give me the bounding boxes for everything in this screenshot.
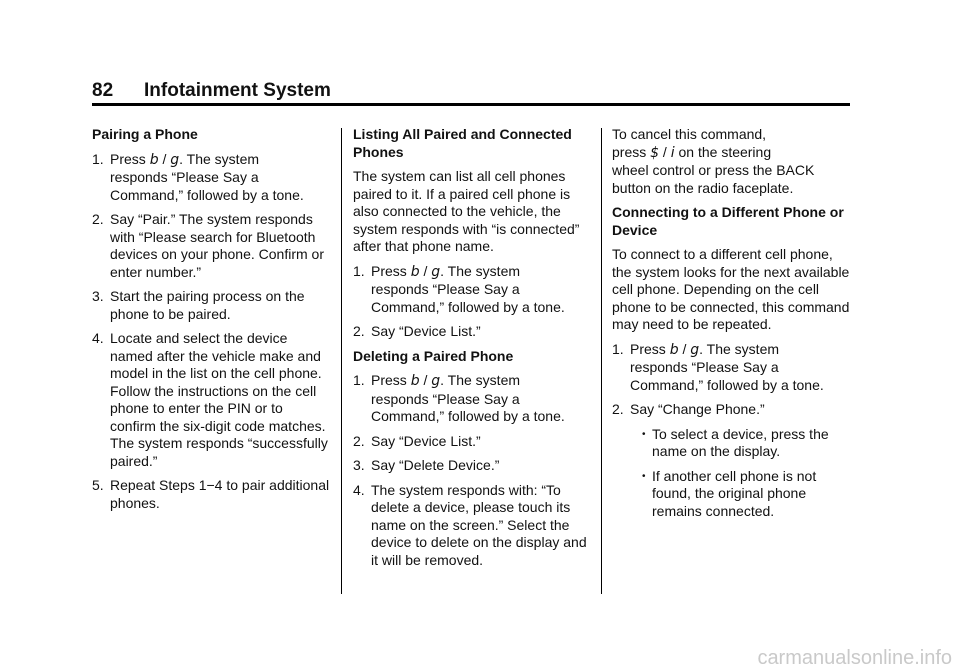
- step-number: 1.: [612, 340, 624, 357]
- step-text: Say “Change Phone.”: [630, 401, 765, 417]
- paragraph: To connect to a different cell phone, the system looks for the next available cell phone. Depending on the cell phone to be connected, this command may need to be repeated.: [612, 246, 850, 332]
- phone-icon: g: [170, 151, 180, 168]
- list-item: [353, 263, 593, 317]
- step-text: Start the pairing process on the phone to be paired.: [110, 288, 305, 322]
- step-text: Say “Pair.” The system responds with “Please search for Bluetooth devices on your phone. Confirm or enter number.”: [110, 211, 324, 280]
- step-text: Say “Delete Device.”: [371, 457, 500, 473]
- step-text: . The system: [440, 262, 521, 279]
- step-number: 1.: [353, 262, 365, 279]
- step-number: 2.: [612, 401, 624, 417]
- step-text: Press: [110, 150, 150, 167]
- page-number: 82: [92, 80, 114, 101]
- list-item: [353, 372, 593, 426]
- watermark: carmanualsonline.info: [757, 647, 952, 669]
- step-text: Press: [371, 372, 411, 388]
- list-item: [353, 323, 593, 341]
- column-divider: [341, 128, 342, 594]
- bullet-item: [612, 468, 852, 521]
- step-number: 3.: [92, 288, 104, 304]
- step-text: . The system: [699, 340, 780, 357]
- list-item: [92, 288, 332, 323]
- list-item: [92, 477, 332, 512]
- step-text: Locate and select the device named after the vehicle make and model in the list on the cell phone. Follow the instructions on the cell phone to enter the PIN or to confirm the six-digit code matches. The system responds “successfully paired.”: [110, 330, 328, 469]
- bullet-text: If another cell phone is not found, the original phone remains connected.: [652, 467, 817, 519]
- step-text: Press: [630, 340, 670, 357]
- paragraph: The system can list all cell phones paired to it. If a paired cell phone is also connected to the vehicle, the system responds with “is connected” after that phone name.: [353, 168, 580, 254]
- step-text: responds “Please Say a Command,” followed by a tone.: [371, 281, 565, 315]
- list-item: [353, 482, 593, 570]
- end-call-icon: $: [650, 144, 660, 161]
- separator: /: [678, 340, 691, 357]
- section-heading: Pairing a Phone: [92, 126, 198, 142]
- page-title: Infotainment System: [144, 80, 331, 101]
- section-heading: Listing All Paired and Connected Phones: [353, 126, 572, 160]
- push-to-talk-icon: b: [410, 263, 420, 280]
- mute-icon: i: [670, 144, 675, 161]
- phone-icon: g: [431, 373, 441, 389]
- push-to-talk-icon: b: [149, 151, 159, 168]
- bullet-icon: •: [642, 428, 646, 440]
- column-divider: [601, 128, 602, 594]
- section-heading: Connecting to a Different Phone or Device: [612, 204, 844, 238]
- section-heading: Deleting a Paired Phone: [353, 347, 514, 364]
- step-number: 2.: [353, 323, 365, 339]
- step-text: responds “Please Say a Command,” followed by a tone.: [630, 359, 824, 393]
- list-item: [612, 341, 852, 395]
- phone-icon: g: [431, 263, 441, 280]
- list-item: [353, 433, 593, 451]
- paragraph-text: press: [612, 143, 651, 160]
- step-number: 3.: [353, 457, 365, 473]
- paragraph-text: To cancel this command,: [612, 126, 767, 142]
- push-to-talk-icon: b: [410, 373, 420, 389]
- step-text: The system responds with: “To delete a device, please touch its name on the screen.” Select the device to delete on the display and it will be removed.: [371, 481, 587, 568]
- step-text: Say “Device List.”: [371, 432, 481, 449]
- phone-icon: g: [690, 341, 700, 358]
- bullet-icon: •: [642, 470, 646, 482]
- step-number: 2.: [92, 211, 104, 227]
- column-1: [92, 126, 332, 519]
- push-to-talk-icon: b: [669, 341, 679, 358]
- step-number: 2.: [353, 432, 365, 449]
- list-item: [353, 457, 593, 475]
- paragraph-text: wheel control or press the BACK button on the radio faceplate.: [612, 162, 815, 196]
- step-text: . The system: [179, 150, 260, 167]
- step-number: 5.: [92, 477, 104, 493]
- separator: /: [419, 372, 432, 388]
- bullet-text: To select a device, press the name on the display.: [652, 425, 829, 459]
- header-rule: [92, 103, 850, 106]
- step-number: 1.: [353, 372, 365, 388]
- separator: /: [419, 262, 432, 279]
- list-item: [612, 401, 852, 419]
- list-item: [92, 330, 332, 470]
- step-text: Say “Device List.”: [371, 323, 481, 339]
- step-text: responds “Please Say a Command,” followed by a tone.: [110, 169, 304, 203]
- step-number: 1.: [92, 150, 104, 167]
- step-text: . The system: [440, 372, 521, 388]
- separator: /: [158, 150, 171, 167]
- step-text: responds “Please Say a Command,” followed by a tone.: [371, 390, 565, 424]
- step-text: Press: [371, 262, 411, 279]
- step-text: Repeat Steps 1−4 to pair additional phones.: [110, 477, 330, 511]
- paragraph: [612, 126, 852, 197]
- list-item: [92, 211, 332, 281]
- paragraph-text: on the steering: [674, 143, 772, 160]
- step-number: 4.: [353, 481, 365, 498]
- list-item: [92, 151, 332, 205]
- separator: /: [659, 143, 671, 160]
- column-2: [353, 126, 593, 576]
- bullet-item: [612, 426, 852, 461]
- step-number: 4.: [92, 330, 104, 346]
- column-3: [612, 126, 852, 527]
